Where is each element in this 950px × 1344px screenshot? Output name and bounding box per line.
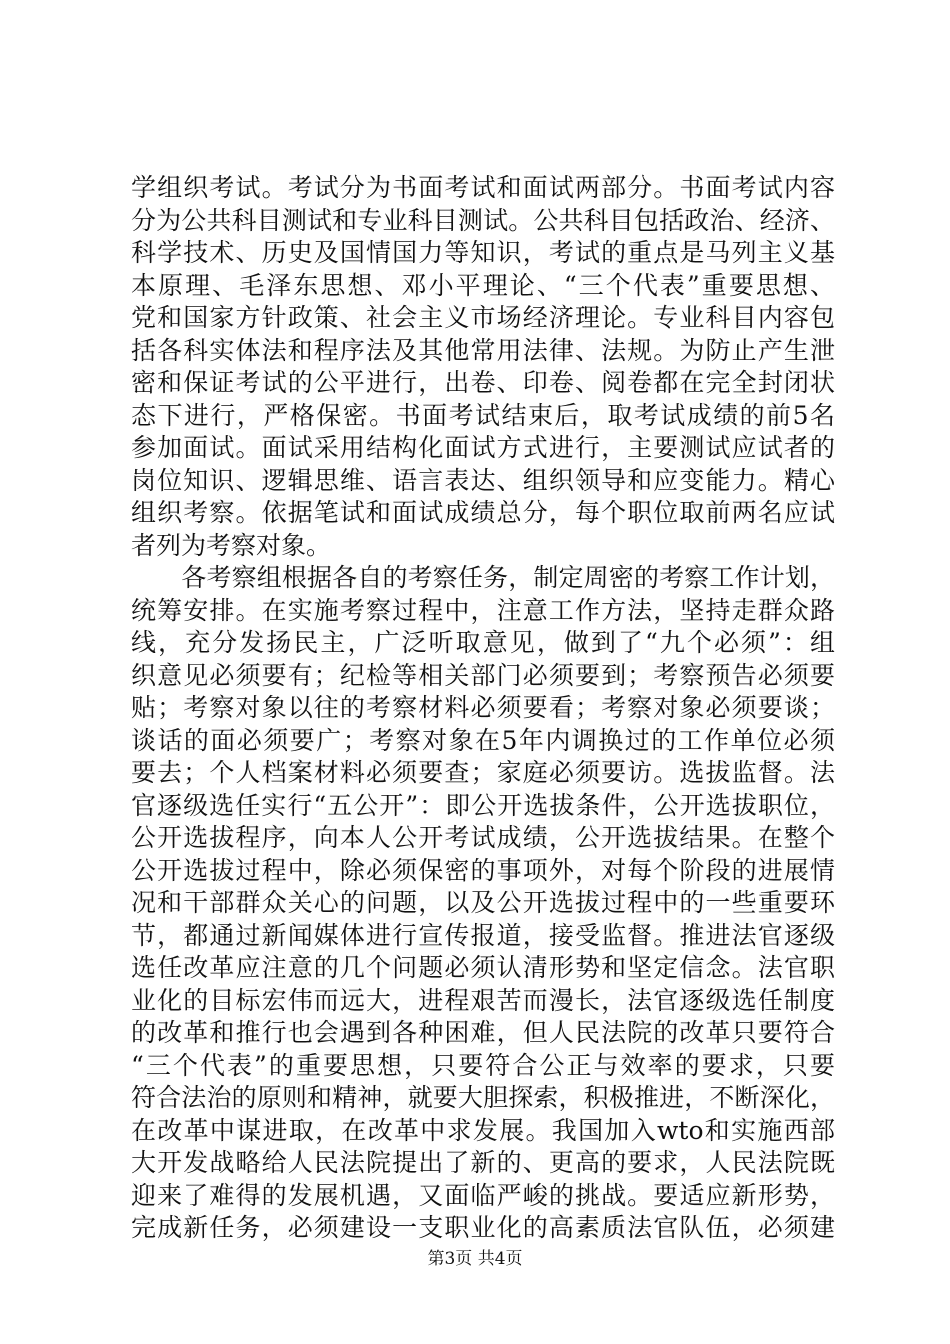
text-line: 党和国家方针政策、社会主义市场经济理论。专业科目内容包 (131, 303, 835, 332)
text-line: “三个代表”的重要思想，只要符合公正与效率的要求，只要 (131, 1050, 835, 1080)
text-line: 节，都通过新闻媒体进行宣传报道，接受监督。推进法官逐级 (131, 920, 835, 950)
body-text (131, 172, 835, 1245)
text-line: 完成新任务，必须建设一支职业化的高素质法官队伍，必须建 (131, 1213, 835, 1242)
text-line: 本原理、毛泽东思想、邓小平理论、“三个代表”重要思想、 (131, 270, 835, 300)
text-line: 迎来了难得的发展机遇，又面临严峻的挑战。要适应新形势， (131, 1180, 835, 1210)
text-line: 符合法治的原则和精神，就要大胆探索，积极推进，不断深化， (131, 1083, 835, 1112)
text-line: 业化的目标宏伟而远大，进程艰苦而漫长，法官逐级选任制度 (131, 985, 835, 1015)
text-line: 公开选拔过程中，除必须保密的事项外，对每个阶段的进展情 (131, 855, 835, 885)
text-line: 官逐级选任实行“五公开”：即公开选拔条件，公开选拔职位， (131, 790, 835, 820)
text-line: 岗位知识、逻辑思维、语言表达、组织领导和应变能力。精心 (131, 465, 835, 495)
text-line: 谈话的面必须要广；考察对象在5年内调换过的工作单位必须 (131, 725, 835, 755)
text-line: 组织考察。依据笔试和面试成绩总分，每个职位取前两名应试 (131, 498, 835, 527)
text-line: 参加面试。面试采用结构化面试方式进行，主要测试应试者的 (131, 433, 835, 462)
text-line: 各考察组根据各自的考察任务，制定周密的考察工作计划， (131, 563, 835, 592)
text-line: 分为公共科目测试和专业科目测试。公共科目包括政治、经济、 (131, 205, 835, 235)
text-line: 态下进行，严格保密。书面考试结束后，取考试成绩的前5名 (131, 400, 835, 430)
text-line: 贴；考察对象以往的考察材料必须要看；考察对象必须要谈； (131, 693, 835, 722)
text-line: 织意见必须要有；纪检等相关部门必须要到；考察预告必须要 (131, 660, 835, 690)
text-line: 要去；个人档案材料必须要查；家庭必须要访。选拔监督。法 (131, 758, 835, 787)
text-line: 在改革中谋进取，在改革中求发展。我国加入wto和实施西部 (131, 1115, 835, 1145)
text-line: 统筹安排。在实施考察过程中，注意工作方法，坚持走群众路 (131, 595, 835, 625)
text-line: 的改革和推行也会遇到各种困难，但人民法院的改革只要符合 (131, 1018, 835, 1047)
text-line: 密和保证考试的公平进行，出卷、印卷、阅卷都在完全封闭状 (131, 368, 835, 397)
paragraph (131, 172, 835, 562)
text-line: 线，充分发扬民主，广泛听取意见，做到了“九个必须”：组 (131, 628, 835, 657)
page-footer: 第3页 共4页 (427, 1249, 523, 1269)
text-line: 学组织考试。考试分为书面考试和面试两部分。书面考试内容 (131, 173, 835, 202)
text-line: 公开选拔程序，向本人公开考试成绩，公开选拔结果。在整个 (131, 823, 835, 852)
text-line: 大开发战略给人民法院提出了新的、更高的要求，人民法院既 (131, 1148, 835, 1177)
text-line: 科学技术、历史及国情国力等知识，考试的重点是马列主义基 (131, 238, 835, 267)
text-line: 括各科实体法和程序法及其他常用法律、法规。为防止产生泄 (131, 335, 835, 365)
text-line: 况和干部群众关心的问题，以及公开选拔过程中的一些重要环 (131, 888, 835, 917)
text-line: 选任改革应注意的几个问题必须认清形势和坚定信念。法官职 (131, 953, 835, 982)
text-line: 者列为考察对象。 (131, 530, 332, 560)
paragraph (131, 562, 835, 1245)
